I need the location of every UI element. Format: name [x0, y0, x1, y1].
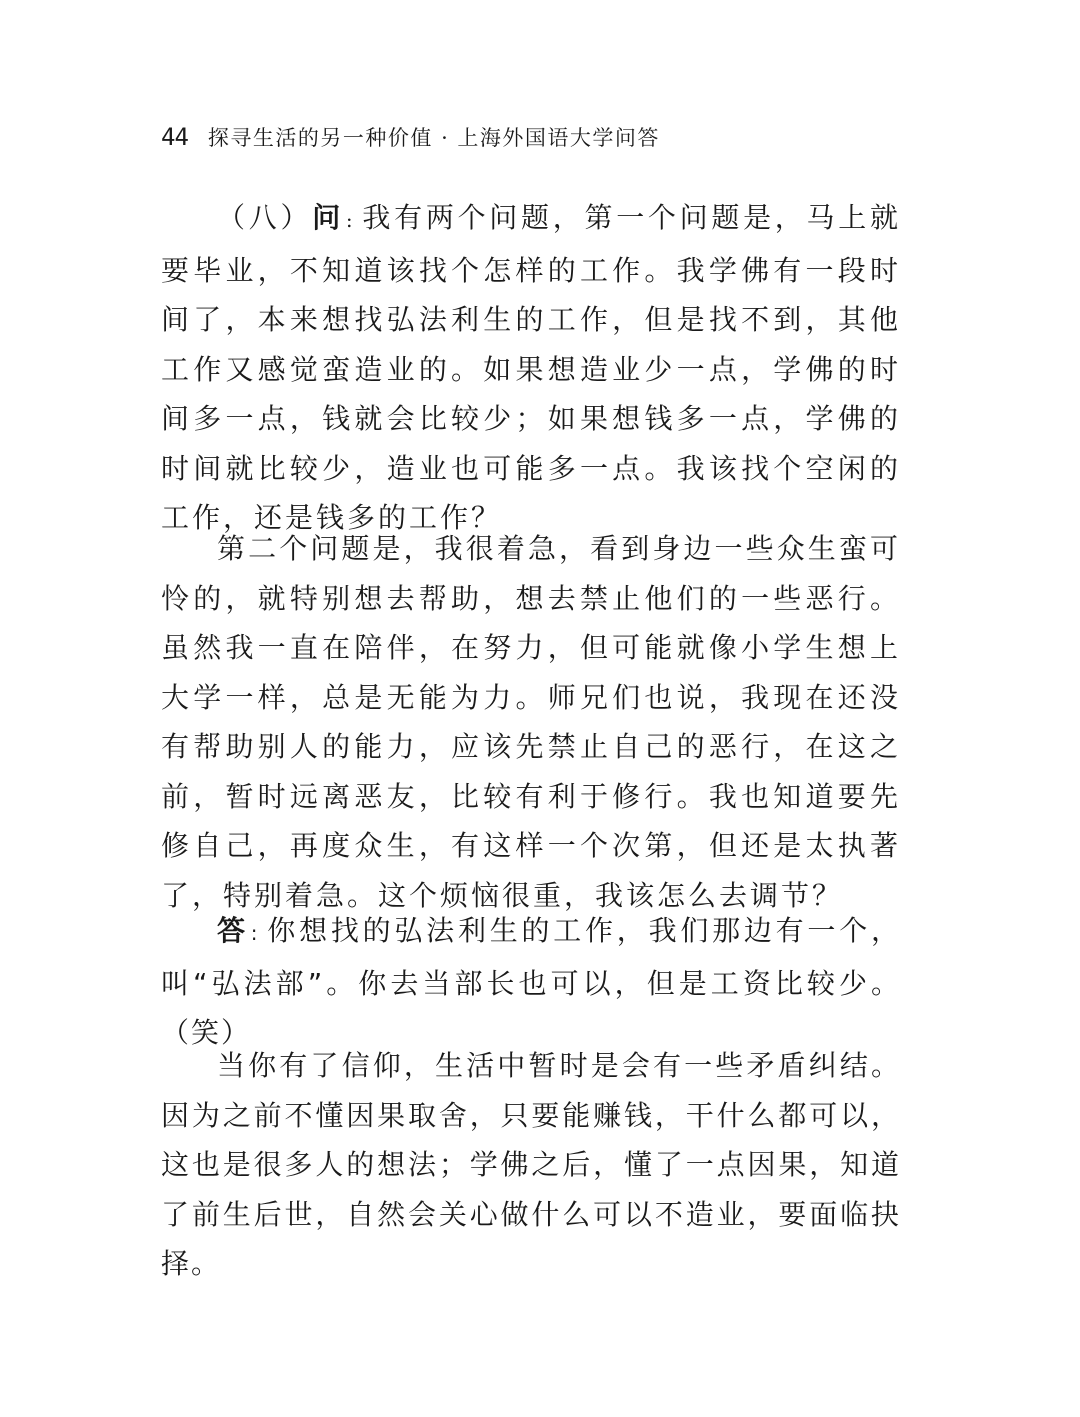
answer-text-1: 你想找的弘法利生的工作，我们那边有一个，叫“弘法部”。你去当部长也可以，但是工资比较少。（笑） — [161, 914, 901, 1049]
question-speaker-label: 问 — [312, 201, 344, 234]
question-number: （八） — [217, 201, 313, 234]
answer-paragraph-1 — [161, 906, 901, 1058]
running-title: 探寻生活的另一种价值 · 上海外国语大学问答 — [207, 126, 660, 150]
answer-speaker-label: 答 — [217, 914, 249, 947]
page-number: 44 — [161, 123, 188, 151]
answer-text-2: 当你有了信仰，生活中暂时是会有一些矛盾纠结。因为之前不懂因果取舍，只要能赚钱，干什么都可以，这也是很多人的想法；学佛之后，懂了一点因果，知道了前生后世，自然会关心做什么可以不造业，要面临抉择。 — [161, 1049, 901, 1280]
answer-speaker-separator: : — [250, 921, 260, 945]
question-text-2: 第二个问题是，我很着急，看到身边一些众生蛮可怜的，就特别想去帮助，想去禁止他们的一些恶行。虽然我一直在陪伴，在努力，但可能就像小学生想上大学一样，总是无能为力。师兄们也说，我现在还没有帮助别人的能力，应该先禁止自己的恶行，在这之前，暂时远离恶友，比较有利于修行。我也知道要先修自己，再度众生，有这样一个次第，但还是太执著了，特别着急。这个烦恼很重，我该怎么去调节？ — [161, 532, 901, 912]
question-speaker-separator: : — [345, 208, 356, 232]
question-text-1: 我有两个问题，第一个问题是，马上就要毕业，不知道该找个怎样的工作。我学佛有一段时间了，本来想找弘法利生的工作，但是找不到，其他工作又感觉蛮造业的。如果想造业少一点，学佛的时间多一点，钱就会比较少；如果想钱多一点，学佛的时间就比较少，造业也可能多一点。我该找个空闲的工作，还是钱多的工作？ — [161, 201, 901, 534]
running-header — [161, 122, 660, 156]
answer-paragraph-2 — [161, 1041, 901, 1289]
question-paragraph-1 — [161, 193, 901, 543]
question-paragraph-2 — [161, 524, 901, 920]
